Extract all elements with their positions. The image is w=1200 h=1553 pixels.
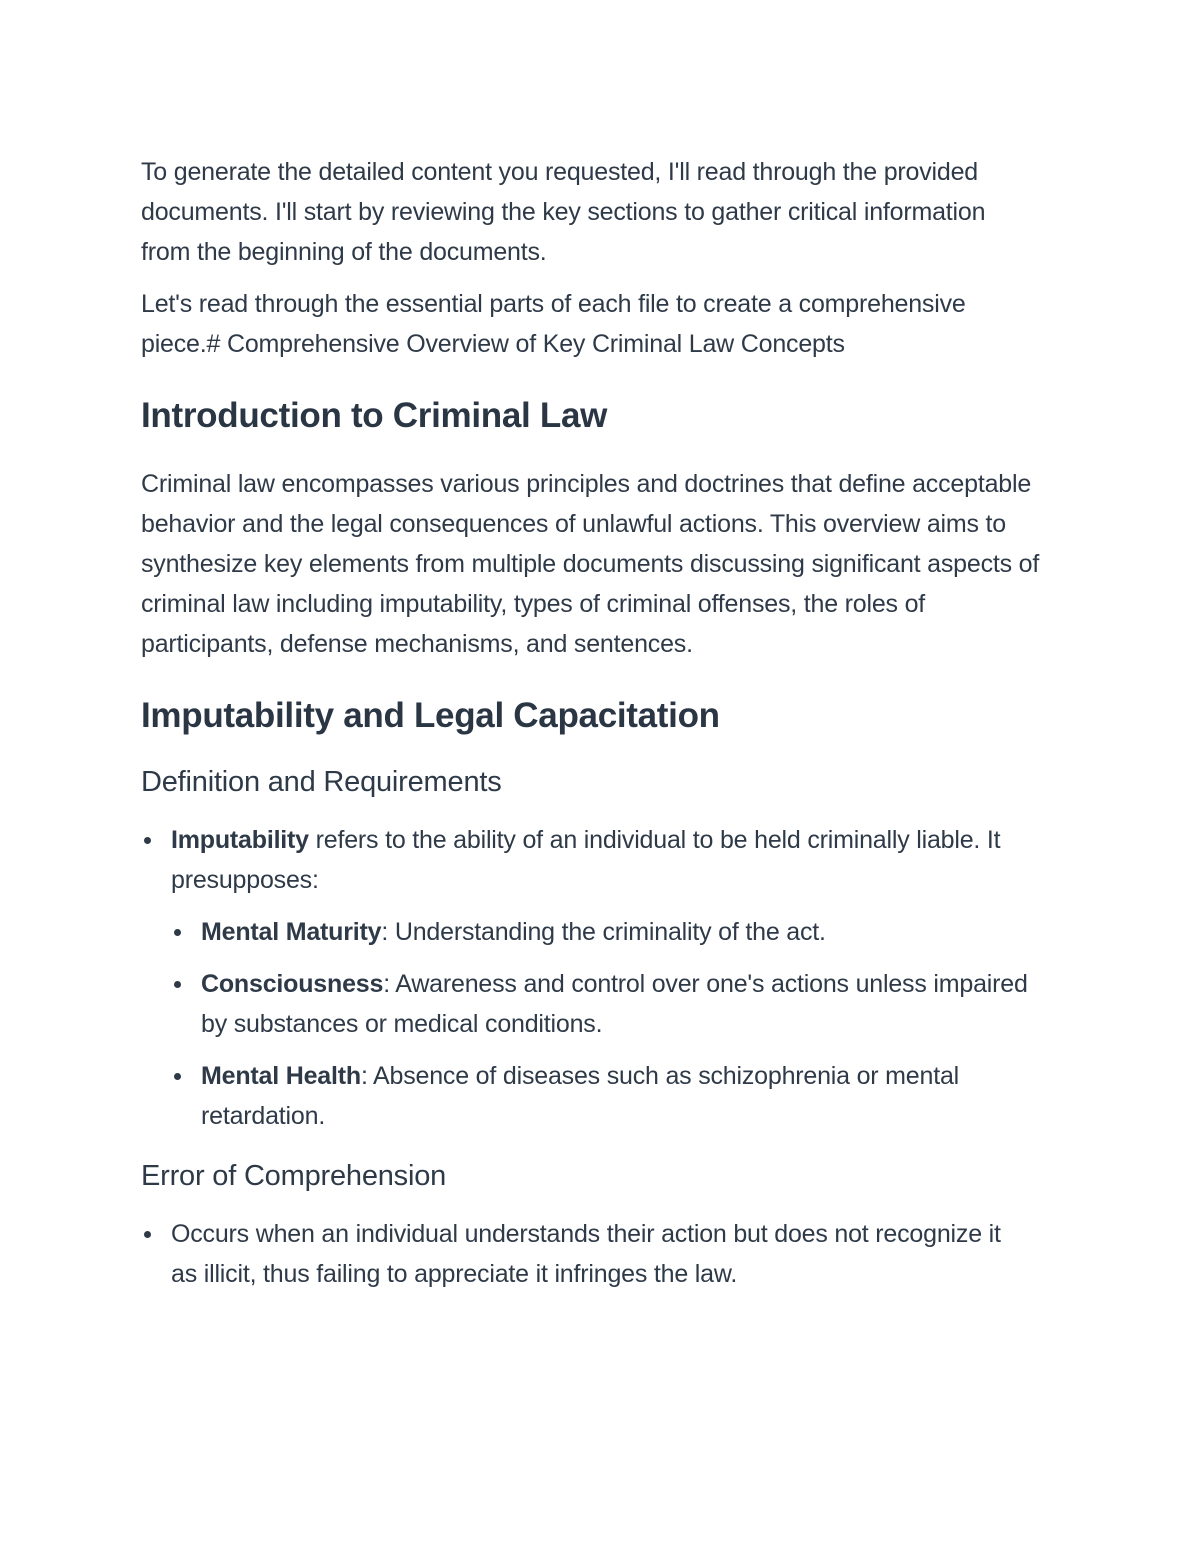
- mental-health-text: : Absence of diseases such as schizophrenia or mental retardation.: [201, 1062, 960, 1130]
- bullet-icon: [144, 1231, 151, 1238]
- document-page: [141, 152, 1061, 1294]
- intro-paragraph-2: Let's read through the essential parts of each file to create a comprehensive piece.# Comprehensive Overview of Key Criminal Law Concepts: [141, 290, 966, 358]
- bullet-icon: [174, 929, 181, 936]
- definition-list: [141, 820, 1041, 1136]
- subheading-definition: Definition and Requirements: [141, 766, 502, 798]
- bullet-icon: [174, 1073, 181, 1080]
- intro-paragraph-1: To generate the detailed content you requested, I'll read through the provided documents. I'll start by reviewing the key sections to gather critical information from the beginning of the documents.: [141, 158, 986, 266]
- term-consciousness: Consciousness: [201, 970, 384, 998]
- term-mental-maturity: Mental Maturity: [201, 918, 382, 946]
- mental-maturity-text: : Understanding the criminality of the act.: [381, 918, 826, 946]
- list-item: [171, 912, 1041, 952]
- list-item: [171, 964, 1041, 1044]
- heading-introduction: Introduction to Criminal Law: [141, 396, 608, 435]
- heading-imputability: Imputability and Legal Capacitation: [141, 696, 720, 735]
- imputability-text: refers to the ability of an individual to be held criminally liable. It presupposes:: [171, 826, 1001, 894]
- subheading-error: Error of Comprehension: [141, 1160, 447, 1192]
- error-list: [141, 1214, 1001, 1294]
- consciousness-text: : Awareness and control over one's actions unless impaired by substances or medical conditions.: [201, 970, 1028, 1038]
- error-text: Occurs when an individual understands their action but does not recognize it as illicit, thus failing to appreciate it infringes the law.: [171, 1220, 1001, 1288]
- term-mental-health: Mental Health: [201, 1062, 361, 1090]
- introduction-paragraph: Criminal law encompasses various principles and doctrines that define acceptable behavior and the legal consequences of unlawful actions. This overview aims to synthesize key elements from multiple documents discussing significant aspects of criminal law including imputability, types of criminal offenses, the roles of participants, defense mechanisms, and sentences.: [141, 470, 1040, 658]
- requirements-list: [171, 912, 1041, 1136]
- list-item: [171, 1056, 1041, 1136]
- list-item: [141, 820, 1041, 1136]
- bullet-icon: [174, 981, 181, 988]
- bullet-icon: [144, 837, 151, 844]
- term-imputability: Imputability: [171, 826, 309, 854]
- list-item: [141, 1214, 1001, 1294]
